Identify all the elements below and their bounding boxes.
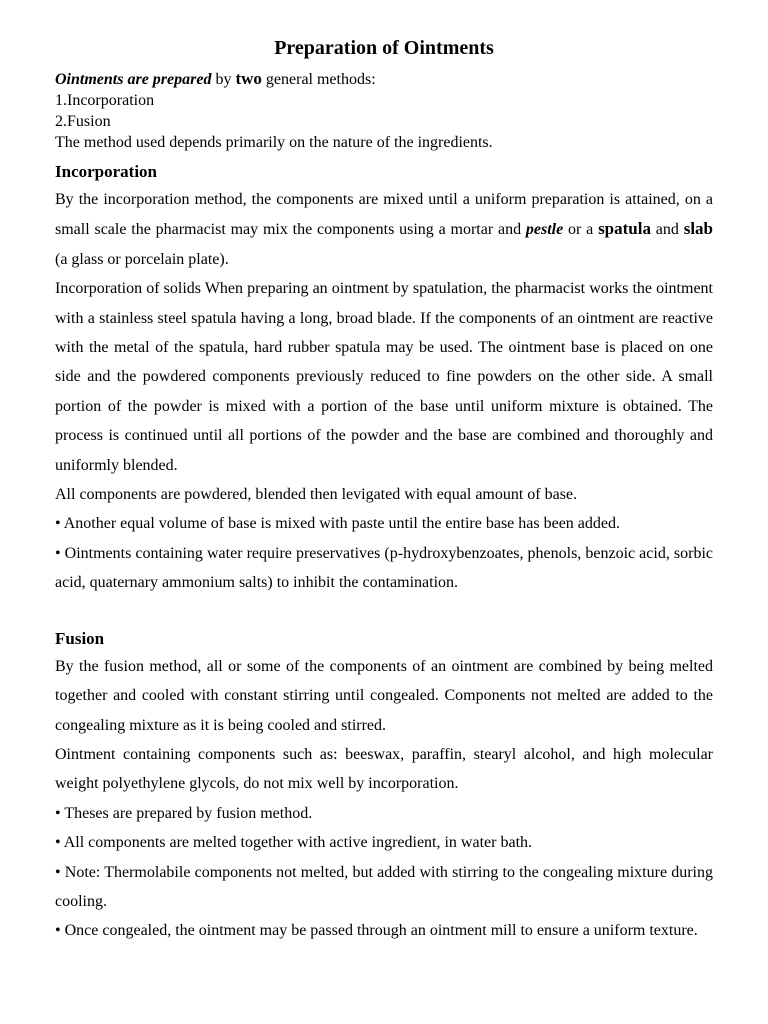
incorporation-paragraph-1 bbox=[55, 185, 713, 274]
document-page bbox=[55, 36, 713, 946]
fusion-bullet-4: • Once congealed, the ointment may be passed through an ointment mill to ensure a uniform texture. bbox=[55, 922, 698, 940]
slab-term: slab bbox=[683, 219, 713, 239]
intro-lead-line bbox=[55, 68, 713, 90]
intro-lead-by: by bbox=[211, 71, 236, 88]
fusion-paragraph-2: Ointment containing components such as: beeswax, paraffin, stearyl alcohol, and high molecular weight polyethylene glycols, do not mix well by incorporation. bbox=[55, 745, 713, 793]
intro-note: The method used depends primarily on the nature of the ingredients. bbox=[55, 134, 493, 151]
intro-lead-strong: two bbox=[235, 69, 262, 88]
incorporation-bullet-2: • Ointments containing water require preservatives (p-hydroxybenzoates, phenols, benzoic acid, sorbic acid, quaternary ammonium salts) to inhibit the contamination. bbox=[55, 544, 713, 592]
incorporation-paragraph-2: Incorporation of solids When preparing an ointment by spatulation, the pharmacist works the ointment with a stainless steel spatula having a long, broad blade. If the components of an ointment are reactive with the metal of the spatula, hard rubber spatula may be used. The ointment base is placed on one side and the powdered components previously reduced to fine powders on the other side. A small portion of the powder is mixed with a portion of the base until uniform mixture is obtained. The process is continued until all portions of the powder and the base are combined and thoroughly and uniformly blended. bbox=[55, 280, 713, 474]
spatula-term: spatula bbox=[598, 219, 651, 239]
fusion-bullet-2: • All components are melted together with active ingredient, in water bath. bbox=[55, 834, 533, 852]
fusion-bullet-1: • Theses are prepared by fusion method. bbox=[55, 804, 313, 822]
page-title: Preparation of Ointments bbox=[274, 37, 494, 59]
fusion-bullet-3: • Note: Thermolabile components not melted, but added with stirring to the congealing mixture during cooling. bbox=[55, 863, 713, 910]
intro-lead-emphasis: Ointments are prepared bbox=[55, 71, 212, 88]
intro-lead-rest: general methods: bbox=[261, 71, 376, 88]
incorporation-p1-text-c: and bbox=[650, 221, 684, 239]
incorporation-bullet-1: • Another equal volume of base is mixed with paste until the entire base has been added. bbox=[55, 515, 620, 533]
intro-section bbox=[55, 68, 713, 153]
section-heading-fusion: Fusion bbox=[55, 628, 105, 648]
incorporation-p1-text-d: (a glass or porcelain plate). bbox=[55, 250, 229, 268]
pestle-term: pestle bbox=[525, 221, 564, 239]
incorporation-p1-text-a: By the incorporation method, the components are mixed until a uniform preparation is attained, on a small scale the pharmacist may mix the components using a mortar and bbox=[55, 191, 713, 239]
fusion-paragraph-1: By the fusion method, all or some of the components of an ointment are combined by being melted together and cooled with constant stirring until congealed. Components not melted are added to the congealing mixture as it is being cooled and stirred. bbox=[55, 657, 713, 734]
method-item-fusion: 2.Fusion bbox=[55, 113, 111, 130]
incorporation-paragraph-3: All components are powdered, blended then levigated with equal amount of base. bbox=[55, 486, 578, 504]
section-heading-incorporation: Incorporation bbox=[55, 162, 157, 181]
method-item-incorporation: 1.Incorporation bbox=[55, 92, 155, 109]
incorporation-p1-text-b: or a bbox=[563, 221, 599, 239]
